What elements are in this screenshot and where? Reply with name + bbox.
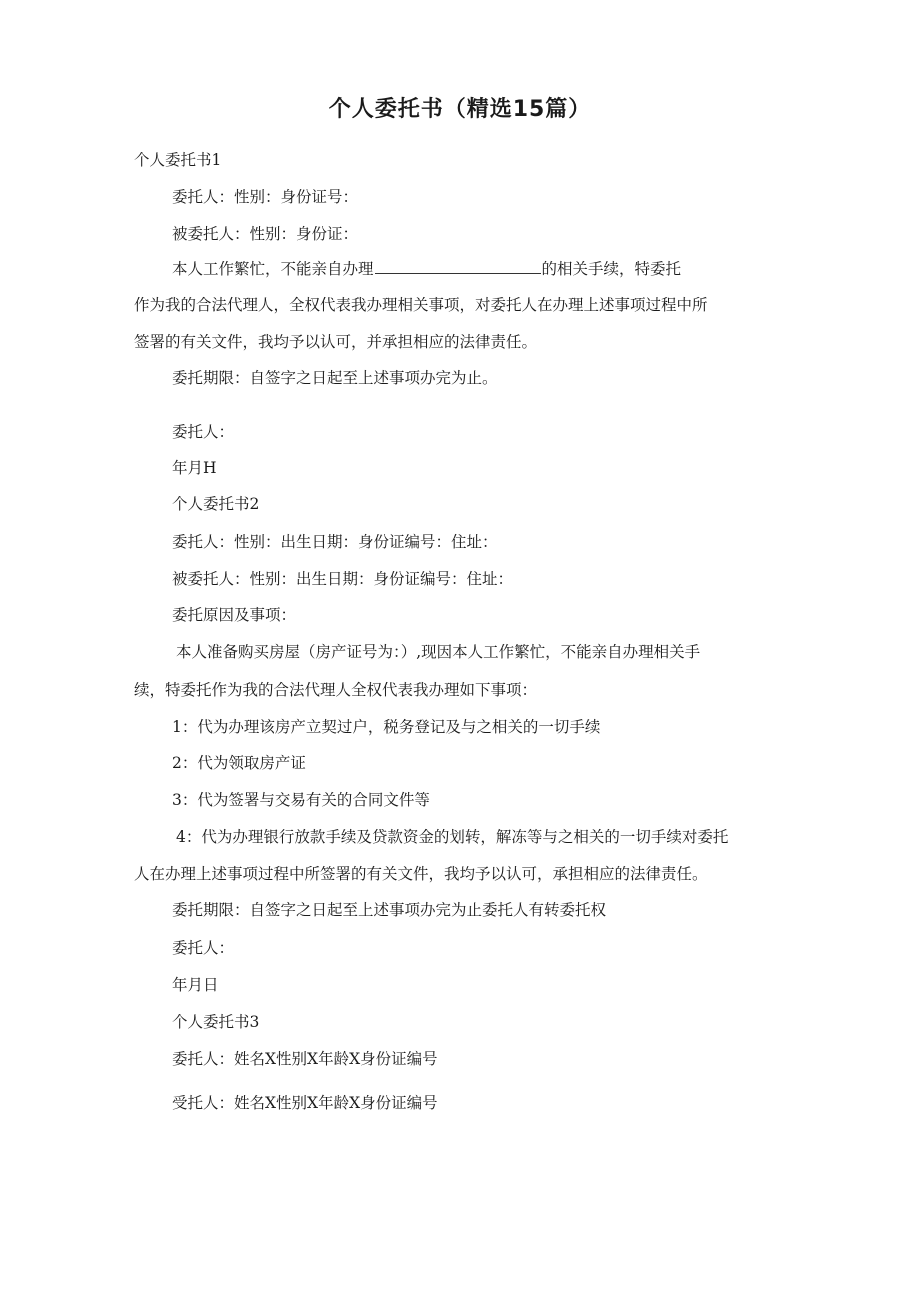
section2-item4-line1: 4：代为办理银行放款手续及贷款资金的划转，解冻等与之相关的一切手续对委托	[176, 828, 729, 846]
section1-date: 年月H	[172, 459, 217, 477]
section2-principal-line: 委托人：性别：出生日期：身份证编号：住址：	[172, 533, 498, 551]
section3-principal-line: 委托人：姓名X性别X年龄X身份证编号	[172, 1050, 438, 1068]
section1-body-line1	[172, 259, 681, 279]
section1-principal-line: 委托人：性别：身份证号：	[172, 188, 359, 206]
section2-agent-line: 被委托人：性别：出生日期：身份证编号：住址：	[172, 570, 514, 588]
section1-heading: 个人委托书1	[134, 151, 222, 169]
section2-signature: 委托人：	[172, 939, 235, 957]
section1-body-line3: 签署的有关文件，我均予以认可，并承担相应的法律责任。	[134, 333, 538, 351]
section1-body-line1-pre: 本人工作繁忙，不能亲自办理	[172, 260, 374, 278]
section2-body-line1: 本人准备购买房屋（房产证号为：）,现因本人工作繁忙，不能亲自办理相关手	[176, 643, 701, 661]
section1-body-line2: 作为我的合法代理人，全权代表我办理相关事项，对委托人在办理上述事项过程中所	[134, 296, 708, 314]
section3-heading: 个人委托书3	[172, 1013, 260, 1031]
section1-term: 委托期限：自签字之日起至上述事项办完为止。	[172, 369, 498, 387]
section1-signature: 委托人：	[172, 423, 235, 441]
section2-reason: 委托原因及事项：	[172, 606, 297, 624]
section2-item3: 3：代为签署与交易有关的合同文件等	[172, 791, 430, 809]
section2-body-line2: 续，特委托作为我的合法代理人全权代表我办理如下事项：	[134, 681, 538, 699]
section3-agent-line: 受托人：姓名X性别X年龄X身份证编号	[172, 1094, 438, 1112]
fill-in-blank	[375, 259, 541, 274]
section1-body-line1-post: 的相关手续，特委托	[541, 260, 682, 278]
section2-item4-line2: 人在办理上述事项过程中所签署的有关文件，我均予以认可，承担相应的法律责任。	[134, 865, 708, 883]
section2-heading: 个人委托书2	[172, 495, 260, 513]
section1-agent-line: 被委托人：性别：身份证：	[172, 225, 359, 243]
section2-term: 委托期限：自签字之日起至上述事项办完为止委托人有转委托权	[172, 901, 607, 919]
section2-item2: 2：代为领取房产证	[172, 754, 306, 772]
document-title: 个人委托书（精选15篇）	[328, 97, 592, 122]
section2-date: 年月日	[172, 976, 219, 994]
section2-item1: 1：代为办理该房产立契过户，税务登记及与之相关的一切手续	[172, 718, 601, 736]
